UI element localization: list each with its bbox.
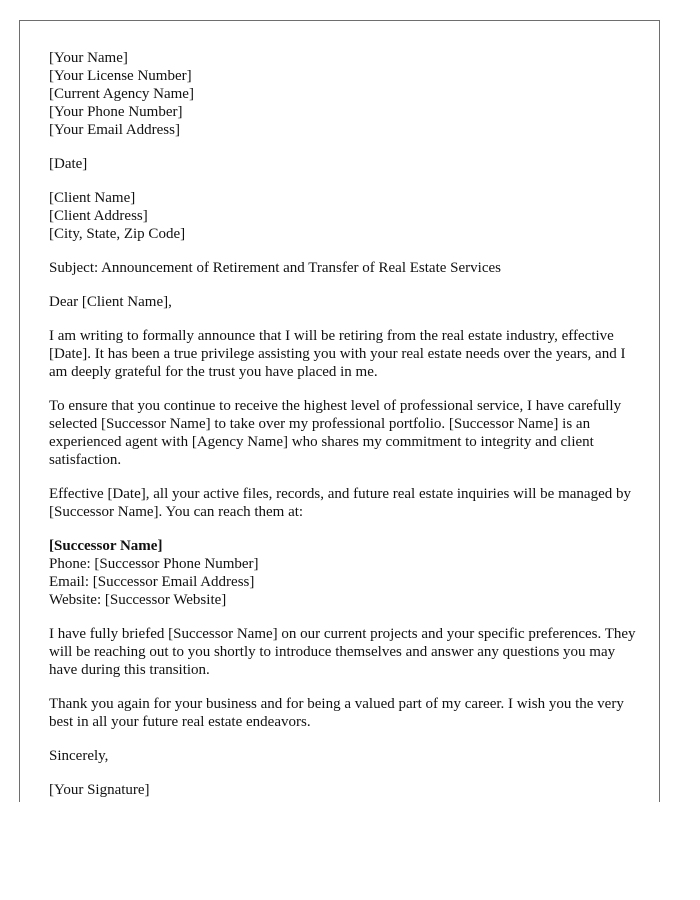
paragraph-successor: To ensure that you continue to receive the highest level of professional service, I have carefully selected [Successor Name] to take over my professional portfolio. [Successor Name] is an experienced agent with [Agency Name] who shares my commitment to integrity and client satisfaction.	[49, 398, 622, 468]
closing-block	[49, 747, 639, 765]
subject-line: Subject: Announcement of Retirement and Transfer of Real Estate Services	[49, 260, 501, 276]
sender-block	[49, 49, 639, 139]
paragraph-retirement: I am writing to formally announce that I will be retiring from the real estate industry, effective [Date]. It has been a true privilege assisting you with your real estate needs over the years, and I am deeply grateful for the trust you have placed in me.	[49, 328, 626, 380]
successor-phone: Phone: [Successor Phone Number]	[49, 556, 259, 572]
sender-name: [Your Name]	[49, 50, 128, 66]
closing: Sincerely,	[49, 748, 109, 764]
letter-date: [Date]	[49, 156, 88, 172]
letter-page	[19, 20, 660, 802]
recipient-address: [Client Address]	[49, 208, 148, 224]
recipient-block	[49, 189, 639, 243]
successor-contact-block	[49, 537, 639, 609]
paragraph-transfer: Effective [Date], all your active files, records, and future real estate inquiries will be managed by [Successor Name]. You can reach them at:	[49, 486, 631, 520]
sender-phone: [Your Phone Number]	[49, 104, 183, 120]
signature-block	[49, 781, 639, 799]
successor-email: Email: [Successor Email Address]	[49, 574, 255, 590]
paragraph-thanks: Thank you again for your business and for being a valued part of my career. I wish you the very best in all your future real estate endeavors.	[49, 696, 624, 730]
salutation: Dear [Client Name],	[49, 294, 172, 310]
letter-body	[49, 49, 639, 815]
recipient-city: [City, State, Zip Code]	[49, 226, 186, 242]
recipient-name: [Client Name]	[49, 190, 136, 206]
salutation-block	[49, 293, 639, 311]
signature: [Your Signature]	[49, 782, 150, 798]
sender-license: [Your License Number]	[49, 68, 192, 84]
sender-agency: [Current Agency Name]	[49, 86, 194, 102]
paragraph-briefing: I have fully briefed [Successor Name] on our current projects and your specific preferences. They will be reaching out to you shortly to introduce themselves and answer any questions you may have during this transition.	[49, 626, 636, 678]
successor-name: [Successor Name]	[49, 538, 163, 554]
sender-email: [Your Email Address]	[49, 122, 180, 138]
date-block	[49, 155, 639, 173]
subject-block	[49, 259, 639, 277]
successor-website: Website: [Successor Website]	[49, 592, 227, 608]
